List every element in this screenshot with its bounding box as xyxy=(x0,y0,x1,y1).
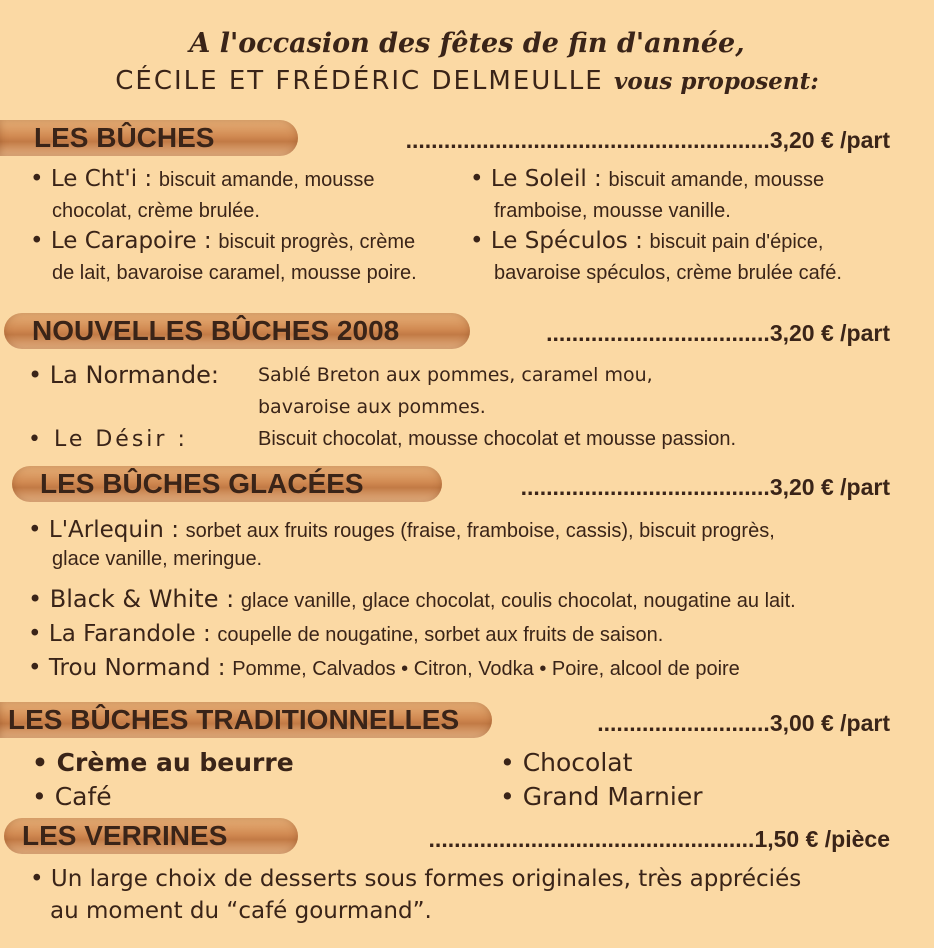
price-buches-value: 3,20 € /part xyxy=(769,127,890,153)
dot-leader: ................................... xyxy=(546,320,770,346)
item-desc: Pomme, Calvados • Citron, Vodka • Poire, alcool de poire xyxy=(232,658,740,680)
list-item: • Café xyxy=(32,782,112,811)
list-item xyxy=(470,166,824,193)
list-item xyxy=(28,362,219,389)
item-desc-cont: bavaroise spéculos, crème brulée café. xyxy=(494,262,842,284)
header-line1: A l'occasion des fêtes de fin d'année, xyxy=(189,28,745,59)
dot-leader: ................................................... xyxy=(428,826,755,852)
list-item xyxy=(28,517,775,544)
list-item: • Chocolat xyxy=(500,748,633,777)
section-banner-glacees: LES BÛCHES GLACÉES xyxy=(12,466,442,502)
item-desc-cont: chocolat, crème brulée. xyxy=(52,200,260,222)
list-item xyxy=(470,228,823,255)
dot-leader: ......................................................... xyxy=(405,127,770,153)
price-verrines-value: 1,50 € /pièce xyxy=(754,826,890,852)
dot-leader: ....................................... xyxy=(520,474,770,500)
item-name: • L'Arlequin : xyxy=(28,517,179,543)
price-glacees xyxy=(440,474,890,501)
item-desc: biscuit pain d'épice, xyxy=(649,231,824,253)
section-banner-buches: LES BÛCHES xyxy=(0,120,298,156)
price-traditionnelles-value: 3,00 € /part xyxy=(769,710,890,736)
header-propose: vous proposent: xyxy=(613,68,819,95)
item-desc-cont: de lait, bavaroise caramel, mousse poire. xyxy=(52,262,417,284)
verrines-line2: au moment du “café gourmand”. xyxy=(50,898,432,924)
item-name: • Le Désir : xyxy=(28,427,188,452)
item-desc: biscuit amande, mousse xyxy=(158,169,375,191)
item-desc-cont: framboise, mousse vanille. xyxy=(494,200,731,222)
list-item xyxy=(30,166,375,193)
item-name: • Le Soleil : xyxy=(470,166,602,192)
item-desc-cont: bavaroise aux pommes. xyxy=(258,396,486,418)
list-item: • Grand Marnier xyxy=(500,782,703,811)
verrines-line1: • Un large choix de desserts sous formes originales, très appréciés xyxy=(30,866,802,892)
price-nouvelles xyxy=(470,320,890,347)
price-buches xyxy=(300,127,890,154)
list-item xyxy=(28,426,188,453)
list-item xyxy=(28,586,796,614)
item-name: • La Normande: xyxy=(28,361,219,389)
item-name: • La Farandole : xyxy=(28,621,211,647)
item-desc: Biscuit chocolat, mousse chocolat et mousse passion. xyxy=(258,428,737,450)
item-name: • Le Spéculos : xyxy=(470,228,643,254)
section-banner-verrines: LES VERRINES xyxy=(4,818,298,854)
item-name: • Trou Normand : xyxy=(28,655,226,681)
price-nouvelles-value: 3,20 € /part xyxy=(769,320,890,346)
list-item xyxy=(28,621,663,648)
price-traditionnelles xyxy=(510,710,890,737)
item-desc: biscuit progrès, crème xyxy=(218,231,416,253)
header-names: CÉCILE ET FRÉDÉRIC DELMEULLE xyxy=(115,66,604,96)
list-item xyxy=(28,655,740,682)
item-desc: biscuit amande, mousse xyxy=(608,169,825,191)
item-desc: sorbet aux fruits rouges (fraise, framboise, cassis), biscuit progrès, xyxy=(185,520,775,542)
item-desc-cont: glace vanille, meringue. xyxy=(52,548,263,570)
item-name: • Black & White : xyxy=(28,585,235,613)
item-desc: coupelle de nougatine, sorbet aux fruits de saison. xyxy=(217,624,664,646)
list-item: • Crème au beurre xyxy=(32,748,294,777)
header-names-line xyxy=(0,66,934,96)
list-item xyxy=(30,228,415,255)
section-banner-traditionnelles: LES BÛCHES TRADITIONNELLES xyxy=(0,702,492,738)
item-desc: glace vanille, glace chocolat, coulis chocolat, nougatine au lait. xyxy=(240,590,796,612)
price-verrines xyxy=(300,826,890,853)
item-desc: Sablé Breton aux pommes, caramel mou, xyxy=(258,364,653,386)
item-name: • Le Carapoire : xyxy=(30,228,212,254)
section-banner-nouvelles: NOUVELLES BÛCHES 2008 xyxy=(4,313,470,349)
item-name: • Le Cht'i : xyxy=(30,166,153,192)
dot-leader: ........................... xyxy=(597,710,770,736)
price-glacees-value: 3,20 € /part xyxy=(769,474,890,500)
